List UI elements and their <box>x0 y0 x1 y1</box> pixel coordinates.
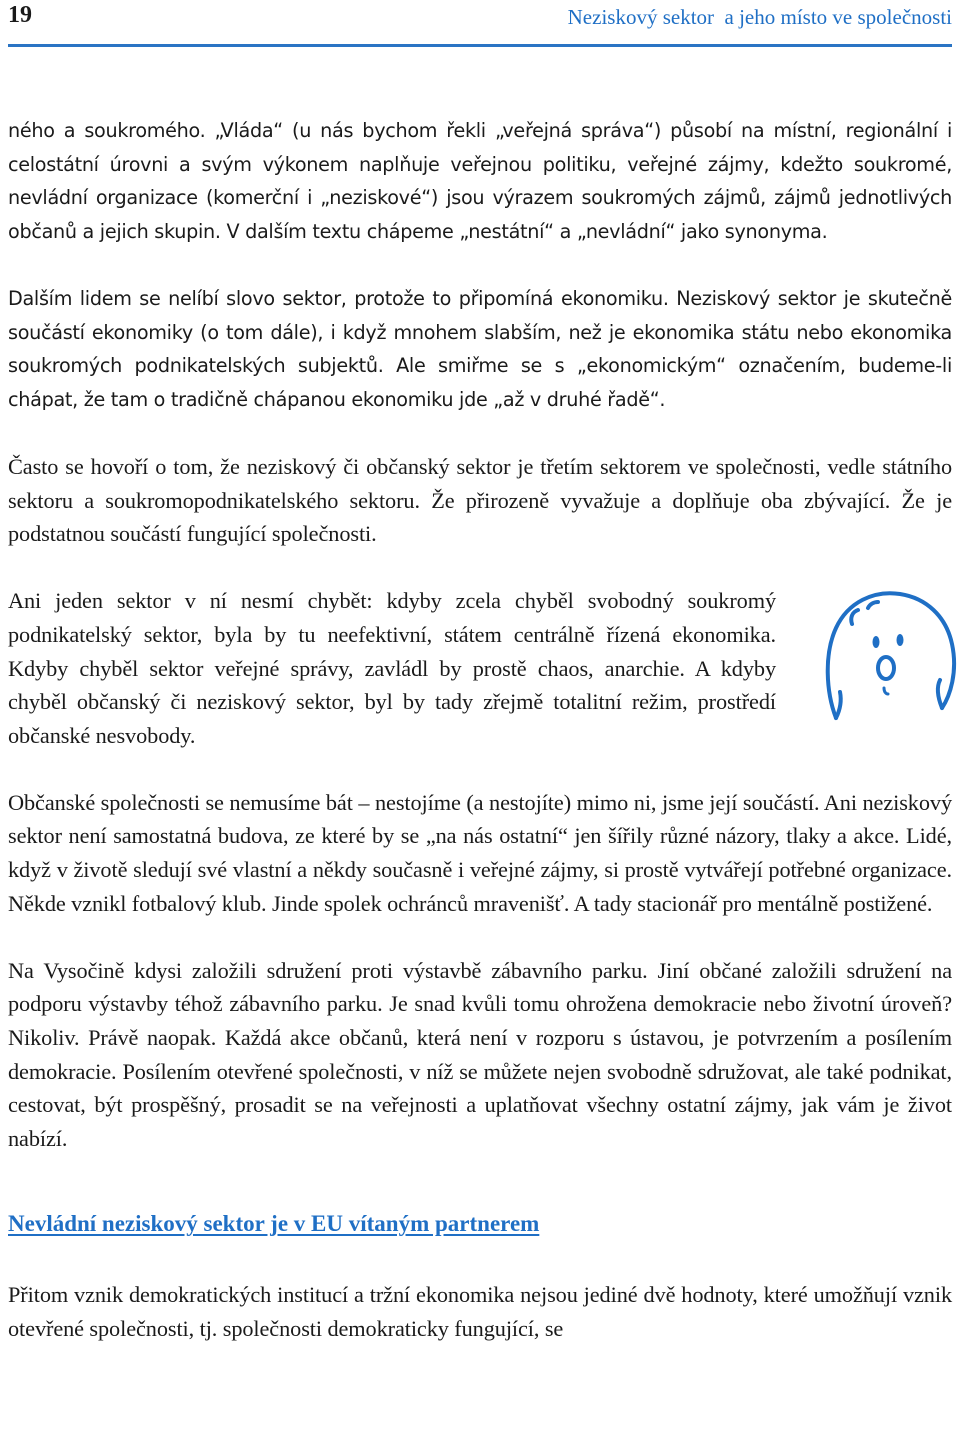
paragraph-3: Často se hovoří o tom, že neziskový či občanský sektor je třetím sektorem ve společnosti, vedle státního sektoru a soukromopodnikatelského sektoru. Že přirozeně vyvažuje a doplňuje oba zbývající. Že je podstatnou součástí fungující společnosti. <box>8 453 952 547</box>
section-heading: Nevládní neziskový sektor je v EU vítaným partnerem <box>8 1211 540 1237</box>
page-number: 19 <box>8 2 32 28</box>
paragraph-5: Občanské společnosti se nemusíme bát – nestojíme (a nestojíte) mimo ni, jsme její součástí. Ani neziskový sektor není samostatná budova, ze které by se „na nás ostatní“ jen šířily různé názory, tlaky a akce. Lidé, když v životě sledují své vlastní a někdy současně i veřejné zájmy, si prostě vytvářejí potřebné organizace. Někde vznikl fotbalový klub. Jinde spolek ochránců mravenišť. A tady stacionář pro mentálně postižené. <box>8 789 952 916</box>
paragraph-6: Na Vysočině kdysi založili sdružení proti výstavbě zábavního parku. Jiní občané založili sdružení na podporu výstavby téhož zábavního parku. Je snad kvůli tomu ohrožena demokracie nebo životní úroveň? Nikoliv. Právě naopak. Každá akce občanů, která není v rozporu s ústavou, je potvrzením a posílením demokracie. Posílením otevřené společnosti, v níž se můžete nejen svobodně sdružovat, ale také podnikat, cestovat, být prospěšný, prosadit se na veřejnosti a uplatňovat všechny ostatní zájmy, jak vám je život nabízí. <box>8 957 952 1151</box>
page-content <box>8 114 952 1346</box>
header-rule <box>8 44 952 47</box>
paragraph-1: ného a soukromého. „Vláda“ (u nás bychom řekli „veřejná správa“) působí na místní, regionální i celostátní úrovni a svým výkonem naplňuje veřejnou politiku, veřejné zájmy, kdežto soukromé, nevládní organizace (komerční i „neziskové“) jsou výrazem soukromých zájmů, zájmů jednotlivých občanů a jejich skupin. V dalším textu chápeme „nestátní“ a „nevládní“ jako synonyma. <box>8 119 952 243</box>
paragraph-with-figure <box>8 584 952 752</box>
running-title: Neziskový sektor a jeho místo ve společnosti <box>567 5 952 29</box>
page-header <box>8 0 952 46</box>
ghost-doodle-icon <box>818 584 960 726</box>
paragraph-2: Dalším lidem se nelíbí slovo sektor, protože to připomíná ekonomiku. Neziskový sektor je skutečně součástí ekonomiky (o tom dále), i když mnohem slabším, než je ekonomika státu nebo ekonomika soukromých podnikatelských subjektů. Ale smiřme se s „ekonomickým“ označením, budeme-li chápat, že tam o tradičně chápanou ekonomiku jde „až v druhé řadě“. <box>8 286 952 411</box>
paragraph-4: Ani jeden sektor v ní nesmí chybět: kdyby zcela chyběl svobodný soukromý podnikatelský sektor, byla by tu neefektivní, státem centrálně řízená ekonomika. Kdyby chyběl sektor veřejné správy, zavládl by prostě chaos, anarchie. A kdyby chyběl občanský či neziskový sektor, byl by tady zřejmě totalitní režim, prostředí občanské nesvobody. <box>8 588 776 748</box>
paragraph-7: Přitom vznik demokratických institucí a tržní ekonomika nejsou jediné dvě hodnoty, které umožňují vznik otevřené společnosti, tj. společnosti demokraticky fungující, se <box>8 1282 952 1341</box>
